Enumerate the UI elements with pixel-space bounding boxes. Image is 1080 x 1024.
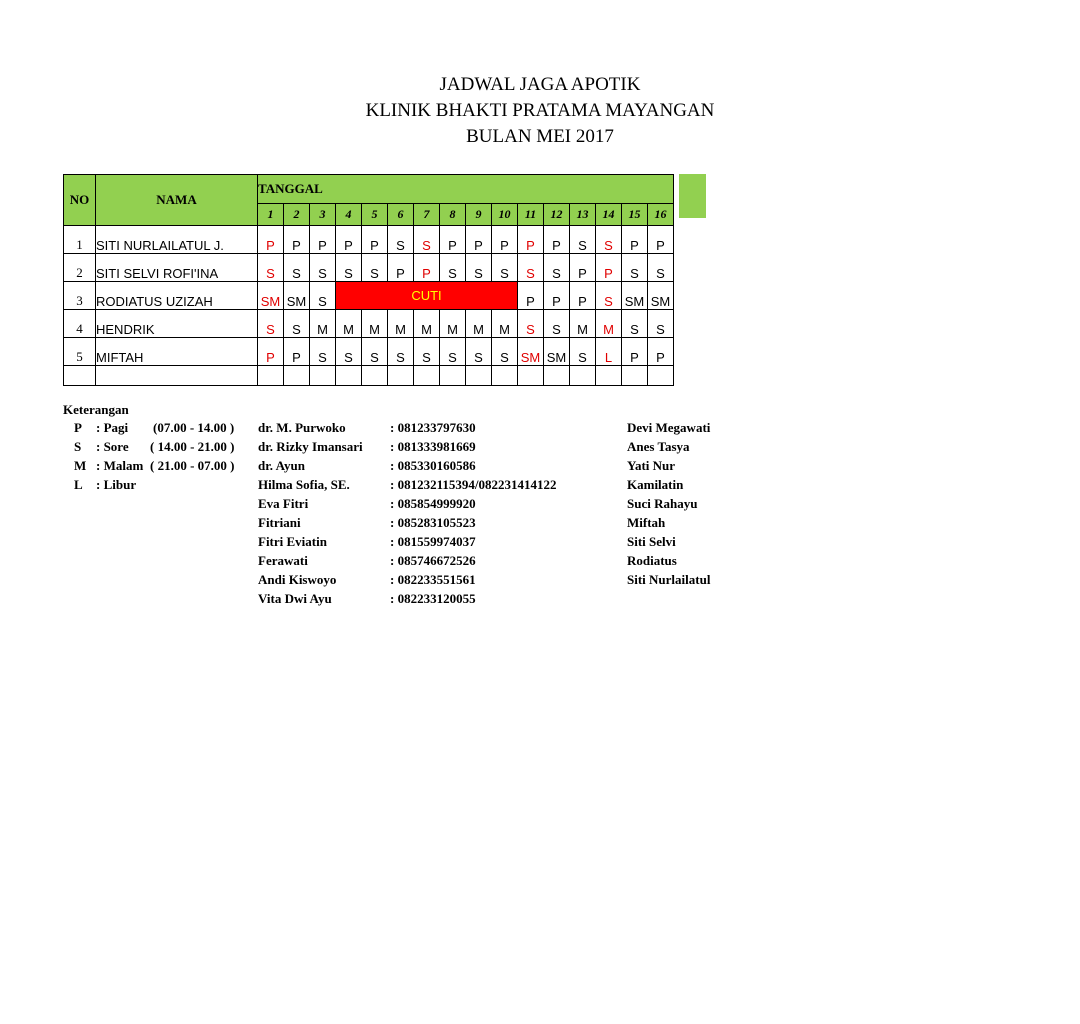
shift-cell: L xyxy=(596,338,622,366)
contact-name-right: Rodiatus xyxy=(627,553,677,568)
legend-desc: : Pagi xyxy=(96,420,129,435)
empty-cell xyxy=(414,366,440,386)
day-header-6: 6 xyxy=(388,204,414,226)
empty-cell xyxy=(544,366,570,386)
contact-phone: : 081233797630 xyxy=(390,420,476,435)
shift-cell: S xyxy=(336,338,362,366)
shift-cell: M xyxy=(336,310,362,338)
empty-cell xyxy=(622,366,648,386)
shift-cell: S xyxy=(310,254,336,282)
contact-name: dr. Rizky Imansari xyxy=(258,439,363,454)
legend-time: ( 14.00 - 21.00 ) xyxy=(150,439,235,454)
shift-cell: S xyxy=(440,254,466,282)
shift-cell: P xyxy=(570,282,596,310)
shift-cell: S xyxy=(622,310,648,338)
shift-cell: P xyxy=(284,226,310,254)
shift-cell: S xyxy=(388,226,414,254)
shift-cell: P xyxy=(544,282,570,310)
contact-name-right: Devi Megawati xyxy=(627,420,711,435)
legend-desc: : Malam xyxy=(96,458,144,473)
shift-cell: P xyxy=(310,226,336,254)
shift-cell: P xyxy=(648,338,674,366)
contact-phone: : 085283105523 xyxy=(390,515,476,530)
contact-name: Hilma Sofia, SE. xyxy=(258,477,350,492)
day-header-10: 10 xyxy=(492,204,518,226)
shift-cell: P xyxy=(648,226,674,254)
table-row xyxy=(64,226,674,254)
table-row xyxy=(64,310,674,338)
empty-cell xyxy=(362,366,388,386)
day-header-7: 7 xyxy=(414,204,440,226)
staff-name: MIFTAH xyxy=(96,338,258,366)
schedule-table xyxy=(63,174,674,386)
shift-cell: M xyxy=(570,310,596,338)
shift-cell: S xyxy=(570,338,596,366)
empty-cell xyxy=(336,366,362,386)
row-number: 5 xyxy=(64,338,96,366)
legend-code: L xyxy=(74,477,83,492)
empty-cell xyxy=(388,366,414,386)
empty-cell xyxy=(440,366,466,386)
shift-cell: S xyxy=(622,254,648,282)
title-line-3: BULAN MEI 2017 xyxy=(466,126,614,147)
day-header-5: 5 xyxy=(362,204,388,226)
shift-cell: S xyxy=(466,338,492,366)
shift-cell: SM xyxy=(258,282,284,310)
legend-code: P xyxy=(74,420,82,435)
header-no: NO xyxy=(64,175,96,226)
contact-phone: : 085330160586 xyxy=(390,458,476,473)
empty-cell xyxy=(258,366,284,386)
shift-cell: M xyxy=(596,310,622,338)
shift-cell: M xyxy=(310,310,336,338)
contact-name: Vita Dwi Ayu xyxy=(258,591,332,606)
shift-cell: S xyxy=(258,310,284,338)
shift-cell: S xyxy=(544,310,570,338)
shift-cell: SM xyxy=(648,282,674,310)
contact-phone: : 081333981669 xyxy=(390,439,476,454)
empty-cell xyxy=(518,366,544,386)
day-header-9: 9 xyxy=(466,204,492,226)
shift-cell: S xyxy=(388,338,414,366)
shift-cell: S xyxy=(414,226,440,254)
contact-name-right: Siti Selvi xyxy=(627,534,676,549)
shift-cell: P xyxy=(466,226,492,254)
shift-cell: M xyxy=(388,310,414,338)
leave-cell: CUTI xyxy=(336,282,518,310)
shift-cell: SM xyxy=(622,282,648,310)
shift-cell: P xyxy=(518,282,544,310)
empty-cell xyxy=(284,366,310,386)
header-nama: NAMA xyxy=(96,175,258,226)
empty-cell xyxy=(596,366,622,386)
shift-cell: S xyxy=(648,254,674,282)
shift-cell: S xyxy=(310,338,336,366)
table-row xyxy=(64,338,674,366)
contact-name-right: Kamilatin xyxy=(627,477,684,492)
shift-cell: S xyxy=(336,254,362,282)
contact-name: Eva Fitri xyxy=(258,496,309,511)
table-row xyxy=(64,254,674,282)
day-header-1: 1 xyxy=(258,204,284,226)
contact-name: dr. M. Purwoko xyxy=(258,420,346,435)
table-row xyxy=(64,282,674,310)
legend-desc: : Libur xyxy=(96,477,137,492)
shift-cell: SM xyxy=(518,338,544,366)
contact-name-right: Suci Rahayu xyxy=(627,496,698,511)
contact-phone: : 081232115394/082231414122 xyxy=(390,477,557,492)
shift-cell: P xyxy=(570,254,596,282)
legend-code: M xyxy=(74,458,87,473)
shift-cell: M xyxy=(414,310,440,338)
day-header-13: 13 xyxy=(570,204,596,226)
day-header-3: 3 xyxy=(310,204,336,226)
contact-name-right: Siti Nurlailatul xyxy=(627,572,711,587)
day-header-4: 4 xyxy=(336,204,362,226)
shift-cell: P xyxy=(258,338,284,366)
contact-name: Fitriani xyxy=(258,515,301,530)
contact-phone: : 081559974037 xyxy=(390,534,476,549)
shift-cell: P xyxy=(414,254,440,282)
header-fill-extension xyxy=(679,174,706,218)
legend-heading: Keterangan xyxy=(63,402,129,417)
day-header-8: 8 xyxy=(440,204,466,226)
shift-cell: P xyxy=(622,338,648,366)
header-tanggal: TANGGAL xyxy=(258,175,674,204)
contact-phone: : 085746672526 xyxy=(390,553,476,568)
day-header-11: 11 xyxy=(518,204,544,226)
contact-name: dr. Ayun xyxy=(258,458,305,473)
empty-cell xyxy=(96,366,258,386)
shift-cell: S xyxy=(570,226,596,254)
shift-cell: P xyxy=(596,254,622,282)
row-number: 2 xyxy=(64,254,96,282)
empty-cell xyxy=(64,366,96,386)
shift-cell: S xyxy=(440,338,466,366)
legend-time: (07.00 - 14.00 ) xyxy=(153,420,235,435)
shift-cell: P xyxy=(284,338,310,366)
day-header-12: 12 xyxy=(544,204,570,226)
legend-code: S xyxy=(74,439,82,454)
empty-cell xyxy=(492,366,518,386)
shift-cell: P xyxy=(388,254,414,282)
day-header-14: 14 xyxy=(596,204,622,226)
day-header-15: 15 xyxy=(622,204,648,226)
shift-cell: S xyxy=(492,338,518,366)
legend-time: ( 21.00 - 07.00 ) xyxy=(150,458,235,473)
staff-name: HENDRIK xyxy=(96,310,258,338)
shift-cell: S xyxy=(544,254,570,282)
shift-cell: S xyxy=(414,338,440,366)
empty-cell xyxy=(570,366,596,386)
shift-cell: S xyxy=(258,254,284,282)
empty-cell xyxy=(648,366,674,386)
shift-cell: SM xyxy=(544,338,570,366)
shift-cell: S xyxy=(596,226,622,254)
shift-cell: S xyxy=(492,254,518,282)
row-number: 3 xyxy=(64,282,96,310)
shift-cell: S xyxy=(310,282,336,310)
shift-cell: P xyxy=(362,226,388,254)
day-header-16: 16 xyxy=(648,204,674,226)
shift-cell: P xyxy=(492,226,518,254)
shift-cell: S xyxy=(362,338,388,366)
shift-cell: S xyxy=(362,254,388,282)
contact-name: Andi Kiswoyo xyxy=(258,572,337,587)
shift-cell: S xyxy=(466,254,492,282)
shift-cell: S xyxy=(518,310,544,338)
contact-name-right: Miftah xyxy=(627,515,666,530)
shift-cell: P xyxy=(622,226,648,254)
shift-cell: M xyxy=(362,310,388,338)
contact-phone: : 082233120055 xyxy=(390,591,476,606)
empty-row xyxy=(64,366,674,386)
contact-name: Ferawati xyxy=(258,553,308,568)
shift-cell: S xyxy=(596,282,622,310)
shift-cell: P xyxy=(440,226,466,254)
row-number: 1 xyxy=(64,226,96,254)
staff-name: SITI SELVI ROFI'INA xyxy=(96,254,258,282)
shift-cell: P xyxy=(336,226,362,254)
legend-desc: : Sore xyxy=(96,439,129,454)
staff-name: RODIATUS UZIZAH xyxy=(96,282,258,310)
contact-phone: : 085854999920 xyxy=(390,496,476,511)
title-line-2: KLINIK BHAKTI PRATAMA MAYANGAN xyxy=(365,100,715,121)
shift-cell: P xyxy=(544,226,570,254)
day-header-2: 2 xyxy=(284,204,310,226)
shift-cell: M xyxy=(440,310,466,338)
shift-cell: M xyxy=(466,310,492,338)
shift-cell: S xyxy=(284,254,310,282)
staff-name: SITI NURLAILATUL J. xyxy=(96,226,258,254)
shift-cell: P xyxy=(258,226,284,254)
shift-cell: S xyxy=(648,310,674,338)
empty-cell xyxy=(310,366,336,386)
shift-cell: SM xyxy=(284,282,310,310)
title-line-1: JADWAL JAGA APOTIK xyxy=(439,74,641,95)
contact-name-right: Anes Tasya xyxy=(627,439,690,454)
row-number: 4 xyxy=(64,310,96,338)
shift-cell: S xyxy=(284,310,310,338)
shift-cell: M xyxy=(492,310,518,338)
shift-cell: S xyxy=(518,254,544,282)
contact-name-right: Yati Nur xyxy=(627,458,676,473)
shift-cell: P xyxy=(518,226,544,254)
empty-cell xyxy=(466,366,492,386)
contact-name: Fitri Eviatin xyxy=(258,534,327,549)
contact-phone: : 082233551561 xyxy=(390,572,476,587)
